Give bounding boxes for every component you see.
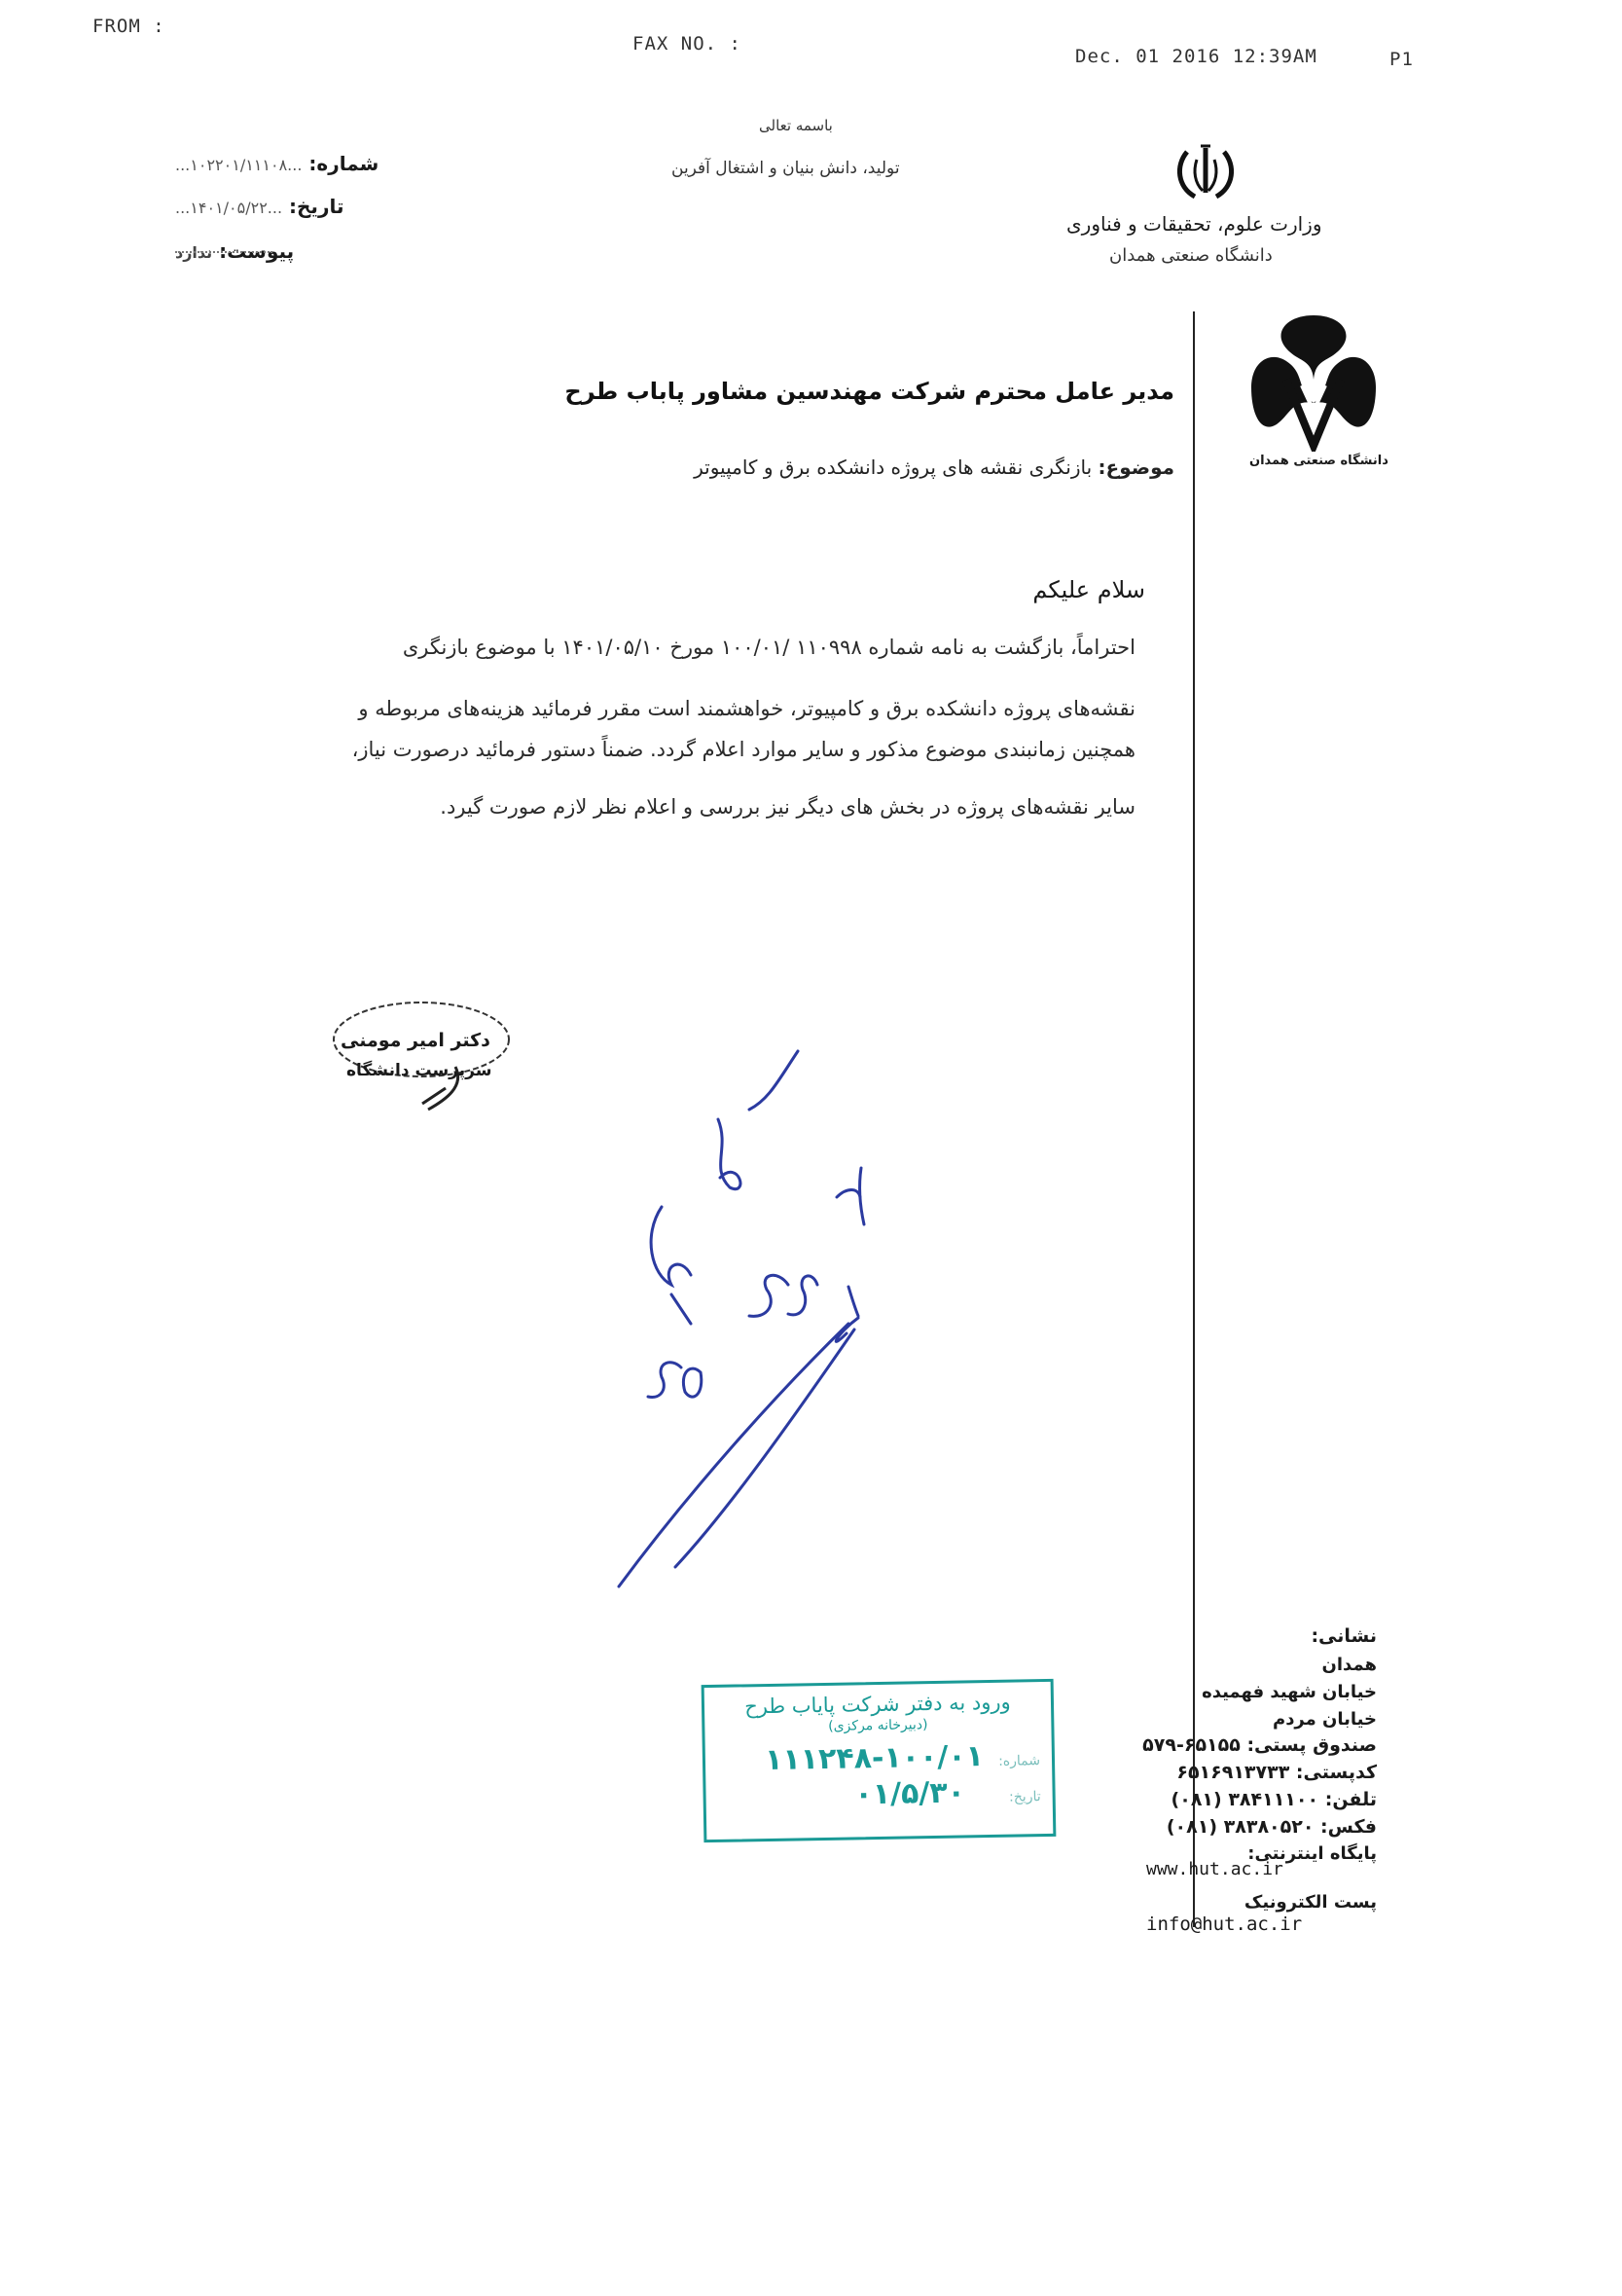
body-line: نقشه‌های پروژه دانشکده برق و کامپیوتر، خواهشمند است مقرر فرمائید هزینه‌های مربوطه و [358, 697, 1135, 720]
body-line: همچنین زمانبندی موضوع مذکور و سایر موارد اعلام گردد. ضمناً دستور فرمائید درصورت نیاز، [351, 738, 1135, 761]
fax-number-label: FAX NO. : [632, 33, 741, 55]
motto-line-2: تولید، دانش بنیان و اشتغال آفرین [671, 159, 900, 178]
university-logo-icon [1247, 310, 1380, 452]
stamp-date-label: تاریخ: [1008, 1789, 1041, 1805]
email: info@hut.ac.ir [1146, 1913, 1303, 1935]
stamp-number-row [717, 1738, 1041, 1778]
signatory-title: سرپرست دانشگاه [346, 1061, 492, 1080]
stamp-number-value: ۱۰۰/۰۱-۱۱۱۲۴۸ [764, 1739, 985, 1778]
greeting: سلام علیکم [1032, 576, 1145, 603]
website: www.hut.ac.ir [1146, 1859, 1283, 1879]
ministry-name: وزارت علوم، تحقیقات و فناوری [1066, 212, 1322, 236]
subject-text: بازنگری نقشه های پروژه دانشکده برق و کامپیوتر [694, 456, 1093, 479]
letter-attachment-label: پیوست: [219, 239, 295, 263]
iran-emblem-icon [1173, 144, 1238, 202]
subject-label: موضوع: [1098, 456, 1174, 479]
body-line: احتراماً، بازگشت به نامه شماره ۱۱۰۹۹۸ /۱۰۰/۰۱ مورخ ۱۴۰۱/۰۵/۱۰ با موضوع بازنگری [402, 636, 1135, 659]
letter-number-label: شماره: [308, 152, 379, 175]
fax-page: P1 [1389, 49, 1414, 70]
stamp-date-row [717, 1774, 1041, 1814]
fax-datetime: Dec. 01 2016 12:39AM [1075, 46, 1317, 67]
university-name: دانشگاه صنعتی همدان [1109, 245, 1273, 266]
address-line: تلفن: ۳۸۴۱۱۱۰۰ (۰۸۱) [1171, 1789, 1377, 1810]
stamp-subtitle: (دبیرخانه مرکزی) [828, 1717, 928, 1734]
signatory-name: دکتر امیر مومنی [341, 1030, 490, 1051]
address-heading: نشانی: [1311, 1625, 1377, 1647]
motto-line-1: باسمه تعالی [759, 117, 833, 134]
address-line: همدان [1321, 1655, 1377, 1675]
letter-number-value: ...۱۰۲۲۰۱/۱۱۱۰۸... [175, 156, 303, 174]
letter-attachment-value: ندارد [175, 243, 213, 262]
fax-from: FROM : [92, 16, 165, 37]
letter-date [175, 195, 343, 218]
logo-caption: دانشگاه صنعتی همدان [1249, 454, 1388, 468]
email-label: پست الکترونیک [1244, 1892, 1377, 1913]
page-divider [1193, 311, 1195, 1927]
signature-seal-icon [329, 999, 514, 1113]
address-line: خیابان شهید فهمیده [1202, 1682, 1377, 1702]
letter-number [175, 152, 378, 175]
address-line: خیابان مردم [1273, 1709, 1377, 1730]
stamp-number-label: شماره: [997, 1753, 1041, 1769]
handwritten-annotation-icon [603, 1041, 915, 1596]
address-line: صندوق پستی: ۶۵۱۵۵-۵۷۹ [1142, 1734, 1377, 1756]
subject [694, 456, 1174, 479]
attachment-dotted-line [175, 251, 272, 253]
stamp-date-value: ۰۱/۵/۳۰ [854, 1775, 966, 1812]
body-line: سایر نقشه‌های پروژه در بخش های دیگر نیز بررسی و اعلام نظر لازم صورت گیرد. [440, 795, 1135, 819]
received-stamp [702, 1679, 1057, 1842]
recipient: مدیر عامل محترم شرکت مهندسین مشاور پاباب طرح [564, 378, 1174, 405]
address-line: پایگاه اینترنتی: [1247, 1843, 1377, 1864]
letter-date-label: تاریخ: [289, 195, 344, 218]
address-line: فکس: ۳۸۳۸۰۵۲۰ (۰۸۱) [1166, 1816, 1377, 1838]
address-line: کدپستی: ۶۵۱۶۹۱۳۷۳۳ [1176, 1762, 1377, 1783]
stamp-title: ورود به دفتر شرکت پایاب طرح [744, 1690, 1011, 1719]
letter-date-value: ...۱۴۰۱/۰۵/۲۲... [175, 199, 283, 217]
